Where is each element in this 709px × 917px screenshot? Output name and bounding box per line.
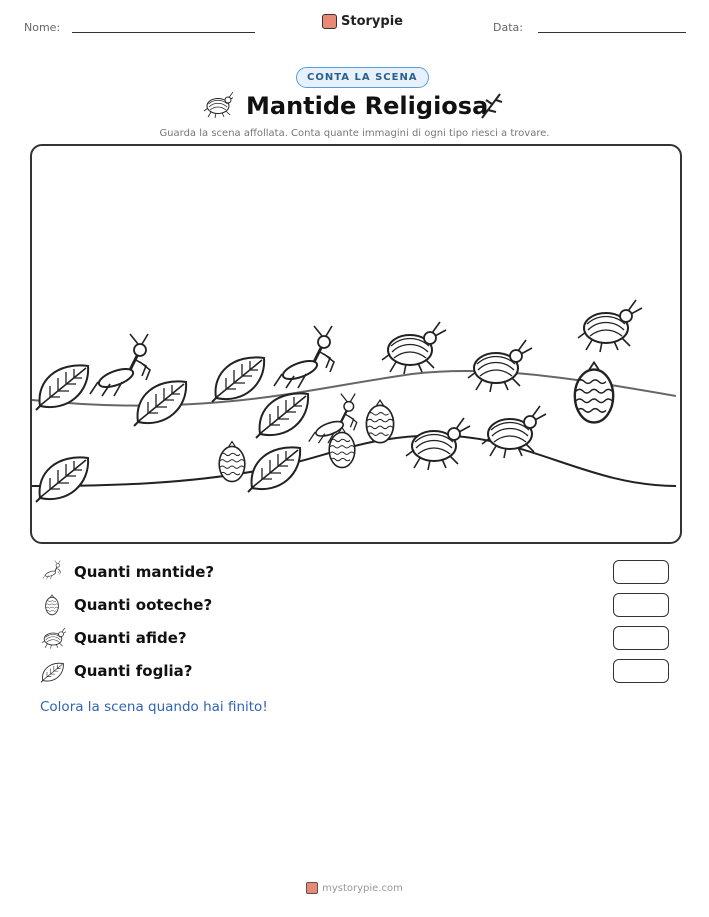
aphid-icon bbox=[203, 91, 233, 121]
aphid bbox=[482, 406, 546, 458]
leaf-icon bbox=[40, 660, 66, 684]
date-label: Data: bbox=[493, 21, 523, 34]
name-line bbox=[72, 32, 255, 33]
ootheca bbox=[366, 400, 393, 443]
scene-illustration bbox=[32, 146, 676, 538]
leaf bbox=[212, 357, 264, 402]
footer bbox=[0, 882, 709, 894]
aphid bbox=[578, 300, 642, 352]
brand-logo bbox=[322, 14, 403, 29]
aphid bbox=[468, 340, 532, 392]
storypie-mascot-icon bbox=[306, 882, 318, 894]
aphid-icon bbox=[40, 627, 66, 651]
answer-box[interactable] bbox=[613, 626, 669, 650]
aphid bbox=[406, 418, 470, 470]
aphid bbox=[382, 322, 446, 374]
question-label: Quanti afide? bbox=[74, 629, 187, 647]
answer-box[interactable] bbox=[613, 560, 669, 584]
answer-box[interactable] bbox=[613, 593, 669, 617]
question-row bbox=[40, 624, 670, 657]
question-label: Quanti mantide? bbox=[74, 563, 215, 581]
ootheca bbox=[575, 362, 613, 422]
question-row bbox=[40, 558, 670, 591]
ootheca-icon bbox=[42, 594, 62, 618]
question-label: Quanti ooteche? bbox=[74, 596, 213, 614]
twig-icon bbox=[478, 90, 504, 120]
question-row bbox=[40, 591, 670, 624]
color-instruction: Colora la scena quando hai finito! bbox=[40, 699, 268, 715]
question-row bbox=[40, 657, 670, 690]
mantis bbox=[274, 326, 334, 388]
answer-box[interactable] bbox=[613, 659, 669, 683]
storypie-mascot-icon bbox=[322, 14, 337, 29]
ootheca bbox=[219, 442, 245, 482]
mantis bbox=[90, 334, 150, 396]
leaf bbox=[36, 457, 88, 502]
brand-name: Storypie bbox=[341, 14, 403, 29]
subtitle: Guarda la scena affollata. Conta quante immagini di ogni tipo riesci a trovare. bbox=[159, 128, 550, 139]
leaf bbox=[248, 447, 300, 492]
activity-badge: CONTA LA SCENA bbox=[296, 67, 429, 88]
question-list bbox=[40, 558, 670, 690]
leaf bbox=[256, 393, 308, 438]
page-title: Mantide Religiosa bbox=[246, 92, 489, 120]
question-label: Quanti foglia? bbox=[74, 662, 193, 680]
name-label: Nome: bbox=[24, 21, 61, 34]
footer-url[interactable]: mystorypie.com bbox=[322, 883, 403, 894]
date-line bbox=[538, 32, 686, 33]
leaf bbox=[134, 381, 186, 426]
mantis-icon bbox=[40, 560, 66, 584]
